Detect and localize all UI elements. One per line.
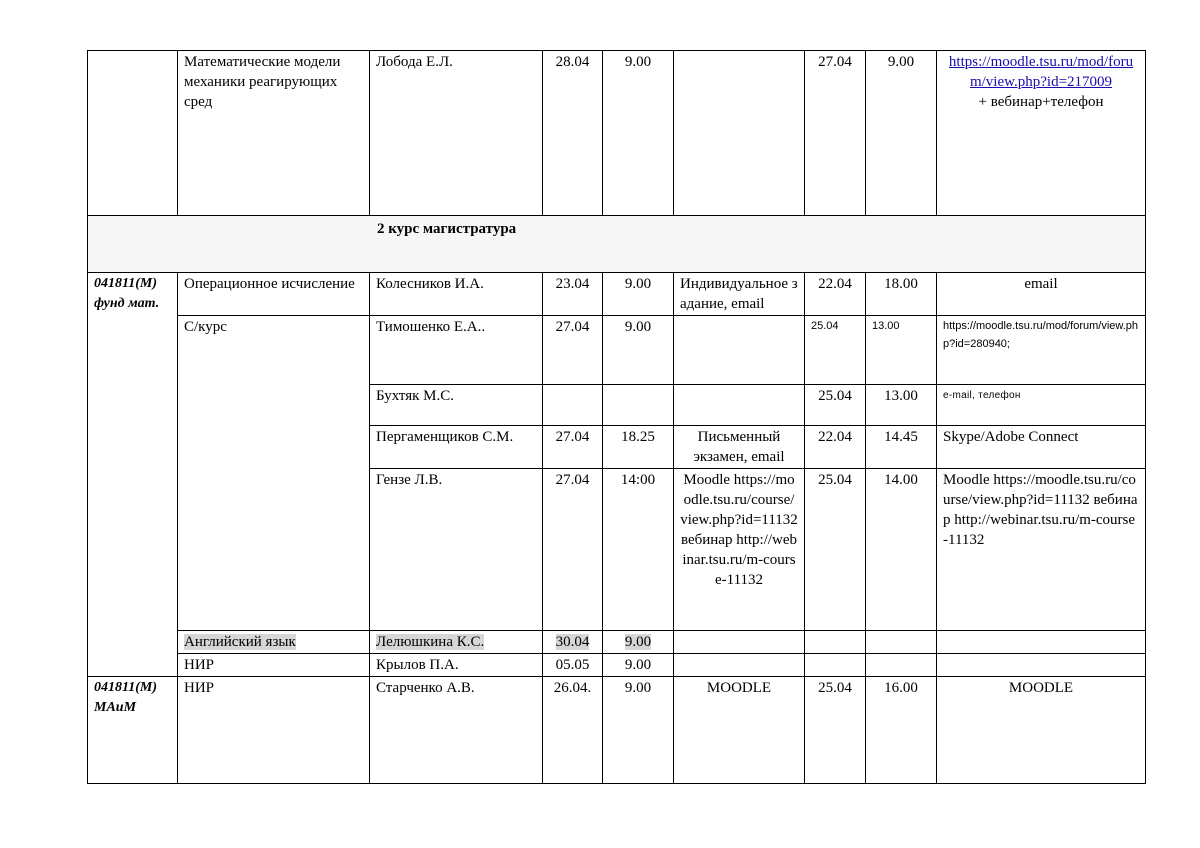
exam-time-cell: 14:00 bbox=[603, 469, 674, 631]
exam-date-cell: 23.04 bbox=[543, 273, 603, 316]
section-row bbox=[88, 216, 1146, 273]
exam-time-cell: 18.25 bbox=[603, 426, 674, 469]
consult-format-cell bbox=[937, 631, 1146, 654]
teacher-cell bbox=[370, 631, 543, 654]
consult-time-cell: 18.00 bbox=[866, 273, 937, 316]
exam-format-cell: Moodle https://moodle.tsu.ru/course/view.php?id=11132 вебинар http://webinar.tsu.ru/m-course-11132 bbox=[674, 469, 805, 631]
exam-schedule-table bbox=[87, 50, 1146, 784]
consult-time-cell: 14.45 bbox=[866, 426, 937, 469]
teacher-cell: Тимошенко Е.А.. bbox=[370, 316, 543, 385]
teacher-cell: Гензе Л.В. bbox=[370, 469, 543, 631]
consult-time-cell: 13.00 bbox=[866, 385, 937, 426]
subject-cell: Операционное исчисление bbox=[178, 273, 370, 316]
consult-format-cell: e-mail, телефон bbox=[937, 385, 1146, 426]
exam-format-cell: Индивидуальное задание, email bbox=[674, 273, 805, 316]
exam-format-cell: Письменный экзамен, email bbox=[674, 426, 805, 469]
exam-time-text: 9.00 bbox=[624, 634, 652, 650]
consult-format-cell: Skype/Adobe Connect bbox=[937, 426, 1146, 469]
consult-time-cell bbox=[866, 631, 937, 654]
subject-cell bbox=[178, 631, 370, 654]
table-row bbox=[88, 654, 1146, 677]
subject-cell: С/курс bbox=[178, 316, 370, 631]
exam-time-cell: 9.00 bbox=[603, 654, 674, 677]
consult-format-cell: Moodle https://moodle.tsu.ru/course/view.php?id=11132 вебинар http://webinar.tsu.ru/m-course-11132 bbox=[937, 469, 1146, 631]
section-header bbox=[88, 216, 1146, 273]
exam-format-cell bbox=[674, 316, 805, 385]
exam-format-cell bbox=[674, 654, 805, 677]
consult-format-cell bbox=[937, 654, 1146, 677]
exam-time-cell: 9.00 bbox=[603, 273, 674, 316]
consult-format-cell: MOODLE bbox=[937, 677, 1146, 784]
consult-format-cell: email bbox=[937, 273, 1146, 316]
consult-date-cell: 25.04 bbox=[805, 385, 866, 426]
exam-time-cell: 9.00 bbox=[603, 316, 674, 385]
link-suffix: + вебинар+телефон bbox=[978, 94, 1104, 110]
group-cell bbox=[88, 51, 178, 216]
consult-date-cell bbox=[805, 654, 866, 677]
subject-cell: НИР bbox=[178, 677, 370, 784]
table-row bbox=[88, 631, 1146, 654]
exam-date-cell: 27.04 bbox=[543, 316, 603, 385]
teacher-text: Лелюшкина К.С. bbox=[376, 634, 485, 650]
consult-time-cell bbox=[866, 654, 937, 677]
exam-time-cell bbox=[603, 385, 674, 426]
teacher-cell: Колесников И.А. bbox=[370, 273, 543, 316]
consult-time-cell: 14.00 bbox=[866, 469, 937, 631]
table-row bbox=[88, 273, 1146, 316]
exam-format-cell bbox=[674, 385, 805, 426]
consult-date-cell: 27.04 bbox=[805, 51, 866, 216]
exam-time-cell: 9.00 bbox=[603, 677, 674, 784]
consult-date-cell: 22.04 bbox=[805, 273, 866, 316]
consult-format-cell bbox=[937, 51, 1146, 216]
subject-cell: Математические модели механики реагирующих сред bbox=[178, 51, 370, 216]
exam-date-cell: 28.04 bbox=[543, 51, 603, 216]
exam-time-cell: 9.00 bbox=[603, 51, 674, 216]
exam-date-cell: 05.05 bbox=[543, 654, 603, 677]
exam-date-cell bbox=[543, 631, 603, 654]
teacher-cell: Старченко А.В. bbox=[370, 677, 543, 784]
consult-date-cell: 25.04 bbox=[805, 316, 866, 385]
consult-date-cell: 22.04 bbox=[805, 426, 866, 469]
teacher-cell: Крылов П.А. bbox=[370, 654, 543, 677]
consult-date-cell: 25.04 bbox=[805, 469, 866, 631]
consult-time-cell: 16.00 bbox=[866, 677, 937, 784]
table-row bbox=[88, 51, 1146, 216]
exam-date-text: 30.04 bbox=[555, 634, 590, 650]
exam-date-cell bbox=[543, 385, 603, 426]
consult-time-cell: 13.00 bbox=[866, 316, 937, 385]
subject-text: Английский язык bbox=[184, 634, 296, 650]
exam-format-cell bbox=[674, 51, 805, 216]
exam-format-cell: MOODLE bbox=[674, 677, 805, 784]
exam-date-cell: 27.04 bbox=[543, 469, 603, 631]
table-row bbox=[88, 677, 1146, 784]
exam-date-cell: 26.04. bbox=[543, 677, 603, 784]
group-cell: 041811(М) фунд мат. bbox=[88, 273, 178, 677]
exam-date-cell: 27.04 bbox=[543, 426, 603, 469]
teacher-cell: Пергаменщиков С.М. bbox=[370, 426, 543, 469]
section-label: 2 курс магистратура bbox=[377, 221, 517, 237]
teacher-cell: Бухтяк М.С. bbox=[370, 385, 543, 426]
table-row bbox=[88, 316, 1146, 385]
group-cell: 041811(М) МАиМ bbox=[88, 677, 178, 784]
consult-format-cell: https://moodle.tsu.ru/mod/forum/view.php?id=280940; bbox=[937, 316, 1146, 385]
consult-date-cell bbox=[805, 631, 866, 654]
exam-format-cell bbox=[674, 631, 805, 654]
exam-time-cell bbox=[603, 631, 674, 654]
moodle-forum-link[interactable]: https://moodle.tsu.ru/mod/forum/view.php?id=217009 bbox=[948, 54, 1134, 90]
subject-cell: НИР bbox=[178, 654, 370, 677]
consult-date-cell: 25.04 bbox=[805, 677, 866, 784]
consult-time-cell: 9.00 bbox=[866, 51, 937, 216]
teacher-cell: Лобода Е.Л. bbox=[370, 51, 543, 216]
